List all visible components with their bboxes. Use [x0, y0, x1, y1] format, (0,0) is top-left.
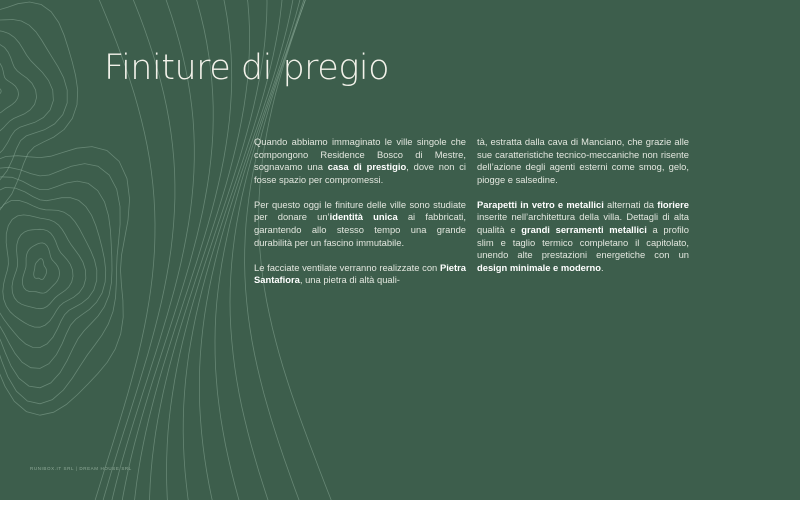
paragraph: Quando abbiamo immaginato le ville singole che compongono Residence Bosco di Mestre, sognavamo una casa di prestigio, dove non ci fosse spazio per compromessi. [254, 136, 466, 185]
contour-line [0, 43, 37, 135]
paragraph: Per questo oggi le finiture delle ville sono studiate per donare un’identità unica ai fabbricati, garantendo allo stesso tempo una grande durabilità per un fascino immutabile. [254, 198, 466, 248]
contour-line [0, 81, 1, 98]
contour-line [0, 147, 130, 416]
contour-line [3, 215, 86, 327]
paragraph: tà, estratta dalla cava di Manciano, che grazie alle sue caratteristiche tecnico-meccaniche non risente dell’azione degli agenti esterni come smog, gelo, piogge e salsedine. [477, 136, 689, 185]
contour-line [0, 164, 120, 404]
contour-line [0, 4, 67, 186]
contour-line [0, 201, 97, 348]
contour-line [0, 60, 19, 115]
contour-line [22, 243, 59, 293]
contour-line [12, 229, 73, 308]
paragraph: Le facciate ventilate verranno realizzate con Pietra Santafiora, una pietra di altà quali- [254, 261, 466, 286]
contour-line [0, 23, 53, 158]
paragraph: Parapetti in vetro e metallici alternati da fioriere inserite nell’architettura della villa. Dettagli di alta qualità e grandi serramenti metallici a profilo slim e taglio termico completano il capitolato, unendo alte prestazioni energetiche con un design minimale e moderno. [477, 198, 689, 273]
text-column-right [477, 136, 689, 287]
contour-line [34, 259, 47, 280]
page-title: Finiture di pregio [104, 48, 389, 88]
footer-credits: RUNIBOX.IT SRL | DREAM HOUSE SRL [30, 466, 132, 471]
text-column-left [254, 136, 466, 299]
contour-line [0, 187, 106, 368]
bottom-margin [0, 500, 800, 509]
